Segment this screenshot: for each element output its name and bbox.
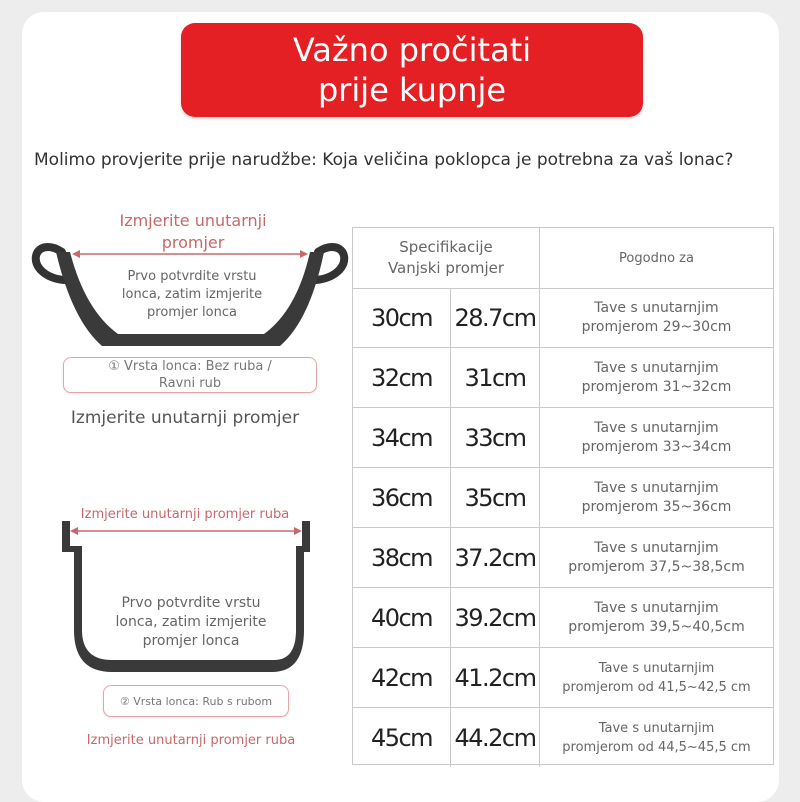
size-cell: 45cm <box>353 708 451 767</box>
outer-diameter-cell: 44.2cm <box>451 708 540 767</box>
size-cell: 38cm <box>353 528 451 587</box>
suitable-cell <box>540 648 773 707</box>
wok-measure-arrow-right <box>300 250 308 258</box>
size-cell: 40cm <box>353 588 451 647</box>
header-suitable-cell: Pogodno za <box>619 250 694 266</box>
rim-pot-measure-arrow-left <box>70 527 78 535</box>
wok-type-badge-text: ① Vrsta lonca: Bez ruba / Ravni rub <box>108 359 272 391</box>
suitable-cell <box>540 468 773 527</box>
rim-pot-measure-label: Izmjerite unutarnji promjer ruba <box>80 507 290 522</box>
table-row <box>353 288 773 348</box>
suitable-cell <box>540 528 773 587</box>
outer-diameter-cell: 28.7cm <box>451 288 540 347</box>
wok-inner-note: Prvo potvrdite vrstu lonca, zatim izmjerite promjer lonca <box>121 269 263 320</box>
suitable-line-2: promjerom 33~34cm <box>581 438 732 455</box>
suitable-line-2: promjerom 37,5~38,5cm <box>568 558 745 575</box>
rim-pot-type-badge-text: ② Vrsta lonca: Rub s rubom <box>119 694 273 708</box>
wok-caption: Izmjerite unutarnji promjer <box>70 408 300 428</box>
table-row <box>353 648 773 708</box>
spec-table <box>352 227 774 765</box>
wok-measure-label: Izmjerite unutarnji promjer <box>119 211 267 252</box>
header-spec-line-1: Specifikacije <box>399 238 493 256</box>
outer-diameter-cell: 37.2cm <box>451 528 540 587</box>
table-row <box>353 468 773 528</box>
suitable-line-2: promjerom od 44,5~45,5 cm <box>562 739 751 755</box>
suitable-line-1: Tave s unutarnjim <box>598 660 715 676</box>
table-row <box>353 408 773 468</box>
suitable-cell <box>540 708 773 767</box>
rim-pot-measure-arrow-right <box>294 527 302 535</box>
outer-diameter-cell: 33cm <box>451 408 540 467</box>
banner-title-line-1: Važno pročitati <box>292 31 532 69</box>
suitable-line-2: promjerom 31~32cm <box>581 378 732 395</box>
rim-pot-caption: Izmjerite unutarnji promjer ruba <box>86 733 296 748</box>
rim-pot-type-badge <box>103 685 289 717</box>
table-row <box>353 708 773 767</box>
size-cell: 34cm <box>353 408 451 467</box>
suitable-line-2: promjerom 29~30cm <box>581 318 732 335</box>
suitable-line-2: promjerom 35~36cm <box>581 498 732 515</box>
suitable-line-2: promjerom od 41,5~42,5 cm <box>562 679 751 695</box>
table-row <box>353 528 773 588</box>
suitable-cell <box>540 288 773 347</box>
size-cell: 36cm <box>353 468 451 527</box>
suitable-line-1: Tave s unutarnjim <box>594 599 719 616</box>
suitable-line-1: Tave s unutarnjim <box>594 419 719 436</box>
header-spec-cell <box>353 228 540 288</box>
suitable-cell <box>540 348 773 407</box>
size-cell: 30cm <box>353 288 451 347</box>
outer-diameter-cell: 31cm <box>451 348 540 407</box>
banner-title-line-2: prije kupnje <box>317 71 507 109</box>
outer-diameter-cell: 35cm <box>451 468 540 527</box>
outer-diameter-cell: 41.2cm <box>451 648 540 707</box>
suitable-cell <box>540 588 773 647</box>
table-row <box>353 348 773 408</box>
header-spec-line-2: Vanjski promjer <box>387 259 505 277</box>
suitable-cell <box>540 408 773 467</box>
table-row <box>353 588 773 648</box>
size-cell: 32cm <box>353 348 451 407</box>
wok-type-badge <box>63 357 317 393</box>
wok-measure-arrow-left <box>72 250 80 258</box>
suitable-line-1: Tave s unutarnjim <box>594 299 719 316</box>
size-cell: 42cm <box>353 648 451 707</box>
table-header <box>353 228 773 289</box>
size-question: Molimo provjerite prije narudžbe: Koja veličina poklopca je potrebna za vaš lonac? <box>34 150 734 170</box>
outer-diameter-cell: 39.2cm <box>451 588 540 647</box>
suitable-line-1: Tave s unutarnjim <box>594 479 719 496</box>
rim-pot-inner-note: Prvo potvrdite vrstu lonca, zatim izmjerite promjer lonca <box>115 595 267 649</box>
suitable-line-1: Tave s unutarnjim <box>594 539 719 556</box>
suitable-line-1: Tave s unutarnjim <box>598 720 715 736</box>
suitable-line-1: Tave s unutarnjim <box>594 359 719 376</box>
suitable-line-2: promjerom 39,5~40,5cm <box>568 618 745 635</box>
